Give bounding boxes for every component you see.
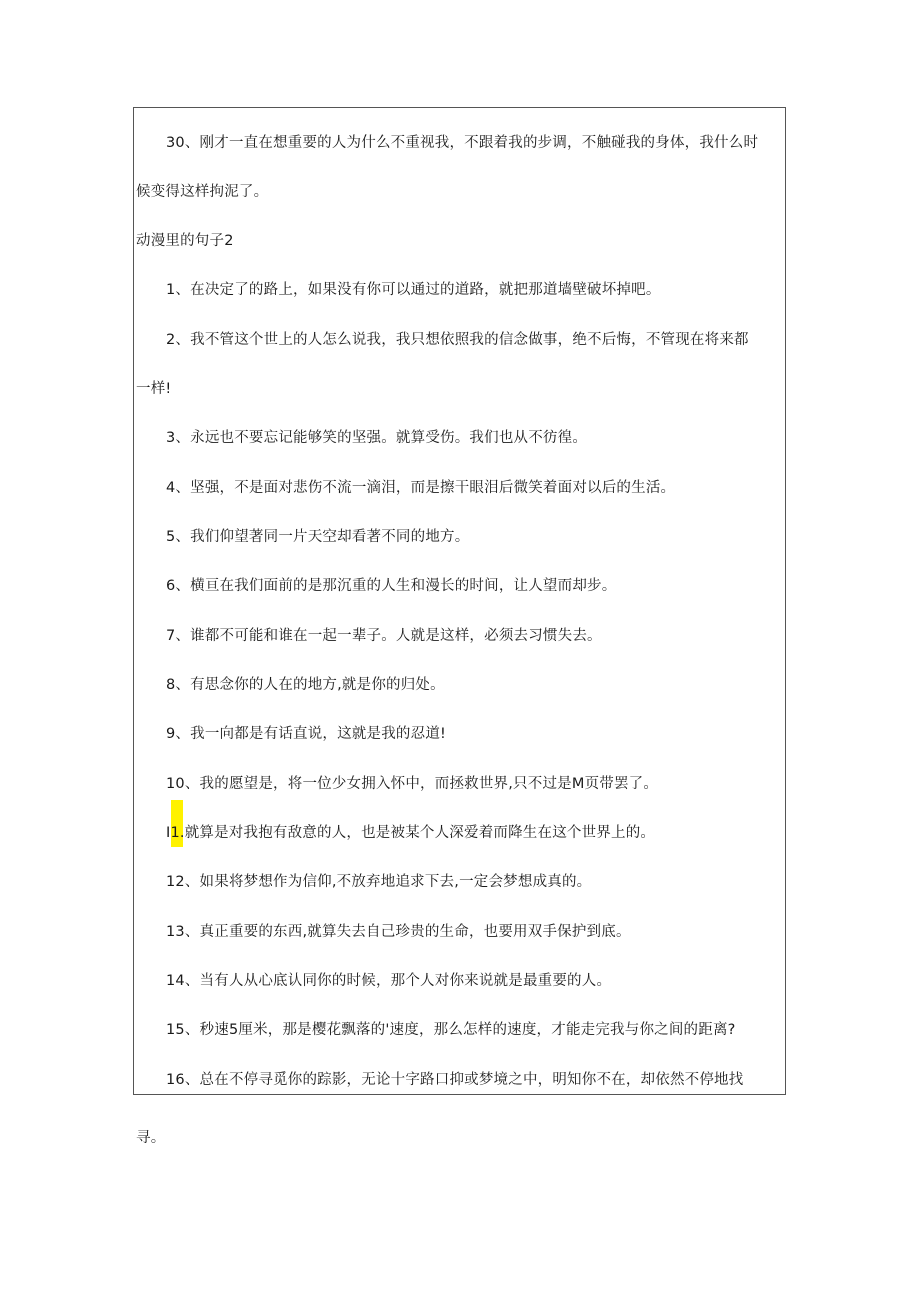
text-line: 15、秒速5厘米，那是樱花飘落的'速度，那么怎样的速度，才能走完我与你之间的距离? — [166, 1022, 736, 1038]
text-line: I1.就算是对我抱有敌意的人，也是被某个人深爱着而降生在这个世界上的。 — [166, 825, 656, 841]
text-line: 13、真正重要的东西,就算失去自己珍贵的生命，也要用双手保护到底。 — [166, 924, 631, 940]
text-line: 6、横亘在我们面前的是那沉重的人生和漫长的时间，让人望而却步。 — [166, 578, 617, 594]
text-line: 30、刚才一直在想重要的人为什么不重视我，不跟着我的步调，不触碰我的身体，我什么时 — [166, 135, 759, 151]
text-line: 16、总在不停寻觅你的踪影，无论十字路口抑或梦境之中，明知你不在，却依然不停地找 — [166, 1072, 744, 1088]
text-line: 一样! — [136, 381, 172, 397]
text-line: 7、谁都不可能和谁在一起一辈子。人就是这样，必须去习惯失去。 — [166, 628, 602, 644]
text-line: 14、当有人从心底认同你的时候，那个人对你来说就是最重要的人。 — [166, 973, 612, 989]
text-line: 8、有思念你的人在的地方,就是你的归处。 — [166, 677, 445, 693]
text-line: 10、我的愿望是，将一位少女拥入怀中，而拯救世界,只不过是M页带罢了。 — [166, 776, 659, 792]
text-line: 5、我们仰望著同一片天空却看著不同的地方。 — [166, 529, 470, 545]
text-line: 1、在决定了的路上，如果没有你可以通过的道路，就把那道墙壁破坏掉吧。 — [166, 282, 661, 298]
text-line: 12、如果将梦想作为信仰,不放弃地追求下去,一定会梦想成真的。 — [166, 874, 592, 890]
text-line: 3、永远也不要忘记能够笑的坚强。就算受伤。我们也从不彷徨。 — [166, 430, 588, 446]
text-line: 9、我一向都是有话直说，这就是我的忍道! — [166, 726, 447, 742]
section-heading: 动漫里的句子2 — [136, 233, 234, 249]
text-line: 2、我不管这个世上的人怎么说我，我只想依照我的信念做事，绝不后悔，不管现在将来都 — [166, 332, 749, 348]
text-line: 候变得这样拘泥了。 — [136, 184, 269, 200]
text-line: 寻。 — [136, 1130, 166, 1146]
page-frame — [133, 107, 786, 1095]
text-line: 4、坚强，不是面对悲伤不流一滴泪，而是擦干眼泪后微笑着面对以后的生活。 — [166, 480, 676, 496]
